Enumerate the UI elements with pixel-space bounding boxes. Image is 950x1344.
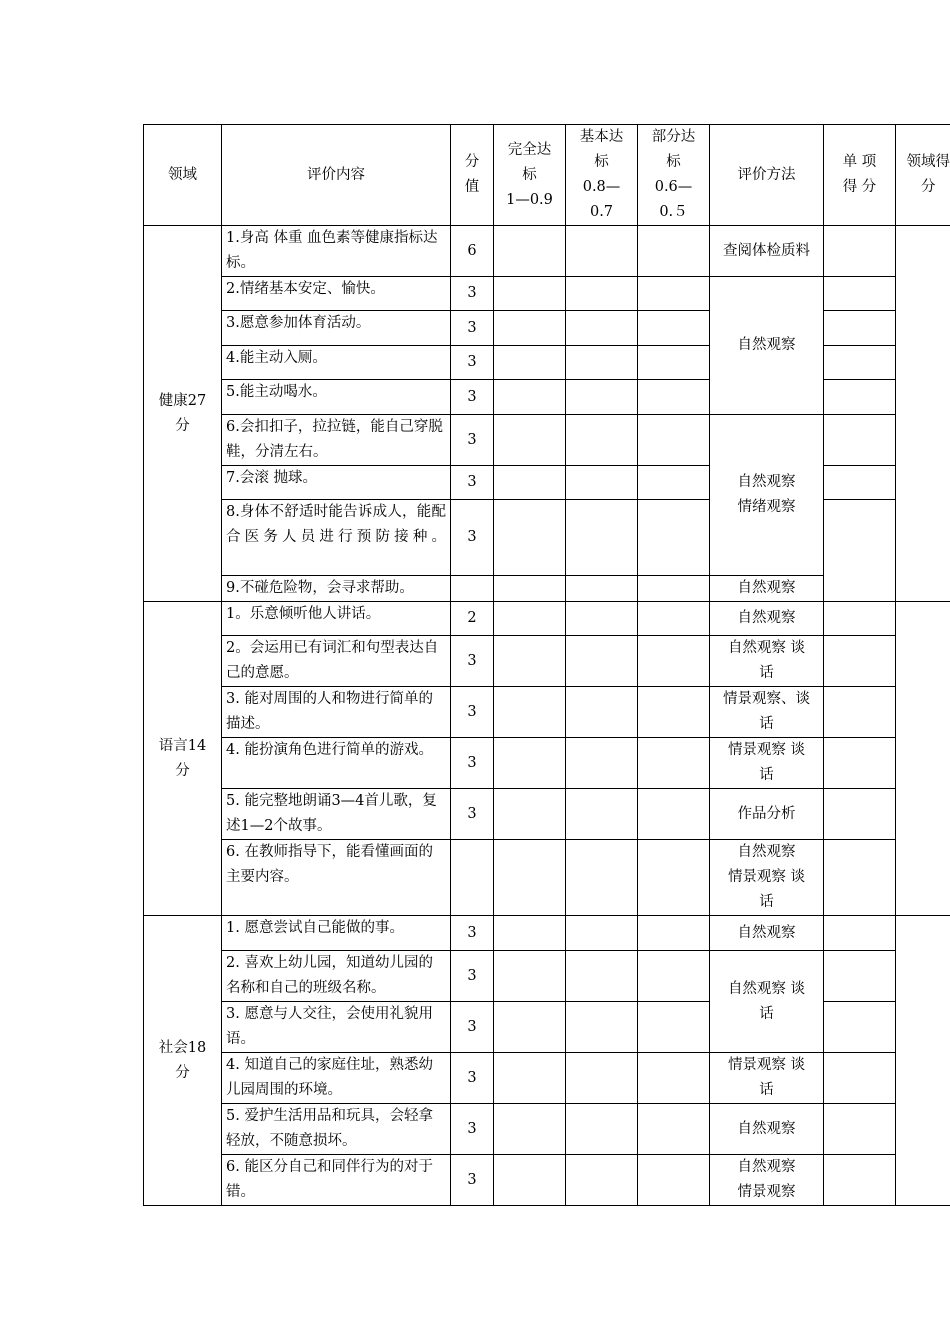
content-cell: 1. 愿意尝试自己能做的事。	[222, 916, 451, 951]
score-cell: 3	[451, 636, 494, 687]
header-full: 完全达 标 1—0.9	[494, 125, 566, 226]
basic-cell[interactable]	[566, 1002, 638, 1053]
content-cell: 5.能主动喝水。	[222, 380, 451, 415]
table-row	[144, 500, 950, 576]
partial-cell[interactable]	[638, 951, 710, 1002]
partial-cell[interactable]	[638, 415, 710, 466]
domain-score-cell[interactable]	[896, 226, 950, 602]
content-cell: 8.身体不舒适时能告诉成人，能配合医务人员进行预防接种。	[222, 500, 451, 576]
method-cell: 自然观察	[710, 916, 824, 951]
partial-cell[interactable]	[638, 500, 710, 576]
score-cell: 3	[451, 311, 494, 346]
score-cell: 3	[451, 277, 494, 311]
item-score-cell[interactable]	[824, 1104, 896, 1155]
score-cell: 3	[451, 500, 494, 576]
full-cell[interactable]	[494, 466, 566, 500]
basic-cell[interactable]	[566, 687, 638, 738]
item-score-cell[interactable]	[824, 951, 896, 1002]
partial-cell[interactable]	[638, 1002, 710, 1053]
score-cell	[451, 576, 494, 602]
full-cell[interactable]	[494, 226, 566, 277]
score-cell: 3	[451, 951, 494, 1002]
full-cell[interactable]	[494, 311, 566, 346]
full-cell[interactable]	[494, 277, 566, 311]
method-cell: 自然观察 情景观察	[710, 1155, 824, 1206]
basic-cell[interactable]	[566, 840, 638, 916]
method-cell: 自然观察	[710, 277, 824, 415]
full-cell[interactable]	[494, 916, 566, 951]
content-cell: 5. 能完整地朗诵3—4首儿歌，复述1—2个故事。	[222, 789, 451, 840]
header-row	[144, 125, 950, 226]
table-row	[144, 380, 950, 415]
content-cell: 4. 能扮演角色进行简单的游戏。	[222, 738, 451, 789]
partial-cell[interactable]	[638, 346, 710, 380]
method-cell: 查阅体检质料	[710, 226, 824, 277]
domain-cell: 健康27 分	[144, 226, 222, 602]
score-cell: 3	[451, 687, 494, 738]
content-cell: 3. 能对周围的人和物进行简单的描述。	[222, 687, 451, 738]
basic-cell[interactable]	[566, 380, 638, 415]
score-cell: 3	[451, 916, 494, 951]
header-domain-score: 领域得 分	[896, 125, 950, 226]
content-cell: 1。乐意倾听他人讲话。	[222, 602, 451, 636]
table-row	[144, 840, 950, 916]
content-cell: 5. 爱护生活用品和玩具，会轻拿轻放，不随意损坏。	[222, 1104, 451, 1155]
score-cell: 3	[451, 789, 494, 840]
table-row	[144, 789, 950, 840]
table-row	[144, 311, 950, 346]
basic-cell[interactable]	[566, 916, 638, 951]
score-cell	[451, 840, 494, 916]
score-cell: 3	[451, 415, 494, 466]
partial-cell[interactable]	[638, 226, 710, 277]
score-cell: 6	[451, 226, 494, 277]
basic-cell[interactable]	[566, 789, 638, 840]
score-cell: 3	[451, 346, 494, 380]
full-cell[interactable]	[494, 1002, 566, 1053]
table-row	[144, 602, 950, 636]
full-cell[interactable]	[494, 1155, 566, 1206]
domain-cell: 社会18 分	[144, 916, 222, 1206]
table-row	[144, 916, 950, 951]
method-cell: 作品分析	[710, 789, 824, 840]
full-cell[interactable]	[494, 636, 566, 687]
header-domain: 领域	[144, 125, 222, 226]
item-score-cell[interactable]	[824, 311, 896, 346]
table-row	[144, 1155, 950, 1206]
table-row	[144, 466, 950, 500]
content-cell: 2。会运用已有词汇和句型表达自己的意愿。	[222, 636, 451, 687]
header-item-score: 单 项 得 分	[824, 125, 896, 226]
content-cell: 7.会滚 抛球。	[222, 466, 451, 500]
table-row	[144, 415, 950, 466]
basic-cell[interactable]	[566, 951, 638, 1002]
method-cell: 情景观察 谈 话	[710, 1053, 824, 1104]
item-score-cell[interactable]	[824, 840, 896, 916]
content-cell: 3.愿意参加体育活动。	[222, 311, 451, 346]
table-row	[144, 1104, 950, 1155]
item-score-cell[interactable]	[824, 1155, 896, 1206]
table-row	[144, 636, 950, 687]
score-cell: 3	[451, 1104, 494, 1155]
table-row	[144, 687, 950, 738]
item-score-cell[interactable]	[824, 346, 896, 380]
score-cell: 3	[451, 380, 494, 415]
partial-cell[interactable]	[638, 380, 710, 415]
partial-cell[interactable]	[638, 840, 710, 916]
item-score-cell[interactable]	[824, 916, 896, 951]
table-row	[144, 1053, 950, 1104]
item-score-cell[interactable]	[824, 500, 896, 602]
partial-cell[interactable]	[638, 466, 710, 500]
item-score-cell[interactable]	[824, 1053, 896, 1104]
item-score-cell[interactable]	[824, 226, 896, 277]
partial-cell[interactable]	[638, 277, 710, 311]
table-row	[144, 1002, 950, 1053]
content-cell: 6. 在教师指导下，能看懂画面的主要内容。	[222, 840, 451, 916]
content-cell: 2.情绪基本安定、愉快。	[222, 277, 451, 311]
basic-cell[interactable]	[566, 1104, 638, 1155]
full-cell[interactable]	[494, 500, 566, 576]
content-cell: 1.身高 体重 血色素等健康指标达标。	[222, 226, 451, 277]
table-row	[144, 226, 950, 277]
content-cell: 6. 能区分自己和同伴行为的对于错。	[222, 1155, 451, 1206]
full-cell[interactable]	[494, 1104, 566, 1155]
basic-cell[interactable]	[566, 636, 638, 687]
full-cell[interactable]	[494, 1053, 566, 1104]
basic-cell[interactable]	[566, 500, 638, 576]
partial-cell[interactable]	[638, 1053, 710, 1104]
partial-cell[interactable]	[638, 311, 710, 346]
method-cell: 情景观察、谈 话	[710, 687, 824, 738]
full-cell[interactable]	[494, 602, 566, 636]
full-cell[interactable]	[494, 687, 566, 738]
item-score-cell[interactable]	[824, 738, 896, 789]
partial-cell[interactable]	[638, 687, 710, 738]
basic-cell[interactable]	[566, 226, 638, 277]
partial-cell[interactable]	[638, 576, 710, 602]
item-score-cell[interactable]	[824, 466, 896, 500]
full-cell[interactable]	[494, 840, 566, 916]
item-score-cell[interactable]	[824, 415, 896, 466]
partial-cell[interactable]	[638, 602, 710, 636]
full-cell[interactable]	[494, 951, 566, 1002]
method-cell: 自然观察 谈 话	[710, 951, 824, 1053]
evaluation-table	[143, 124, 950, 1206]
basic-cell[interactable]	[566, 1155, 638, 1206]
full-cell[interactable]	[494, 415, 566, 466]
full-cell[interactable]	[494, 738, 566, 789]
content-cell: 4. 知道自己的家庭住址，熟悉幼儿园周围的环境。	[222, 1053, 451, 1104]
partial-cell[interactable]	[638, 738, 710, 789]
item-score-cell[interactable]	[824, 380, 896, 415]
partial-cell[interactable]	[638, 1155, 710, 1206]
method-cell: 自然观察 情景观察 谈 话	[710, 840, 824, 916]
full-cell[interactable]	[494, 789, 566, 840]
basic-cell[interactable]	[566, 576, 638, 602]
basic-cell[interactable]	[566, 738, 638, 789]
header-partial: 部分达 标 0.6— 0.５	[638, 125, 710, 226]
header-content: 评价内容	[222, 125, 451, 226]
partial-cell[interactable]	[638, 636, 710, 687]
content-cell: 4.能主动入厕。	[222, 346, 451, 380]
partial-cell[interactable]	[638, 789, 710, 840]
method-cell: 自然观察 情绪观察	[710, 415, 824, 576]
score-cell: 2	[451, 602, 494, 636]
header-basic: 基本达 标 0.8— 0.7	[566, 125, 638, 226]
method-cell: 自然观察	[710, 602, 824, 636]
score-cell: 3	[451, 466, 494, 500]
basic-cell[interactable]	[566, 466, 638, 500]
content-cell: 3. 愿意与人交往，会使用礼貌用语。	[222, 1002, 451, 1053]
domain-cell: 语言14 分	[144, 602, 222, 916]
item-score-cell[interactable]	[824, 687, 896, 738]
table-row	[144, 277, 950, 311]
basic-cell[interactable]	[566, 415, 638, 466]
content-cell: 2. 喜欢上幼儿园，知道幼儿园的名称和自己的班级名称。	[222, 951, 451, 1002]
header-score: 分 值	[451, 125, 494, 226]
basic-cell[interactable]	[566, 346, 638, 380]
basic-cell[interactable]	[566, 1053, 638, 1104]
content-cell: 6.会扣扣子，拉拉链，能自己穿脱鞋，分清左右。	[222, 415, 451, 466]
method-cell: 情景观察 谈 话	[710, 738, 824, 789]
header-method: 评价方法	[710, 125, 824, 226]
basic-cell[interactable]	[566, 277, 638, 311]
table-row	[144, 738, 950, 789]
partial-cell[interactable]	[638, 1104, 710, 1155]
method-cell: 自然观察	[710, 1104, 824, 1155]
item-score-cell[interactable]	[824, 277, 896, 311]
item-score-cell[interactable]	[824, 789, 896, 840]
item-score-cell[interactable]	[824, 602, 896, 636]
full-cell[interactable]	[494, 576, 566, 602]
table-row	[144, 951, 950, 1002]
method-cell: 自然观察	[710, 576, 824, 602]
full-cell[interactable]	[494, 346, 566, 380]
score-cell: 3	[451, 1002, 494, 1053]
content-cell: 9.不碰危险物，会寻求帮助。	[222, 576, 451, 602]
full-cell[interactable]	[494, 380, 566, 415]
domain-score-cell[interactable]	[896, 602, 950, 916]
score-cell: 3	[451, 1155, 494, 1206]
item-score-cell[interactable]	[824, 636, 896, 687]
domain-score-cell[interactable]	[896, 916, 950, 1206]
score-cell: 3	[451, 738, 494, 789]
method-cell: 自然观察 谈 话	[710, 636, 824, 687]
table-row	[144, 346, 950, 380]
score-cell: 3	[451, 1053, 494, 1104]
item-score-cell[interactable]	[824, 1002, 896, 1053]
basic-cell[interactable]	[566, 602, 638, 636]
partial-cell[interactable]	[638, 916, 710, 951]
basic-cell[interactable]	[566, 311, 638, 346]
